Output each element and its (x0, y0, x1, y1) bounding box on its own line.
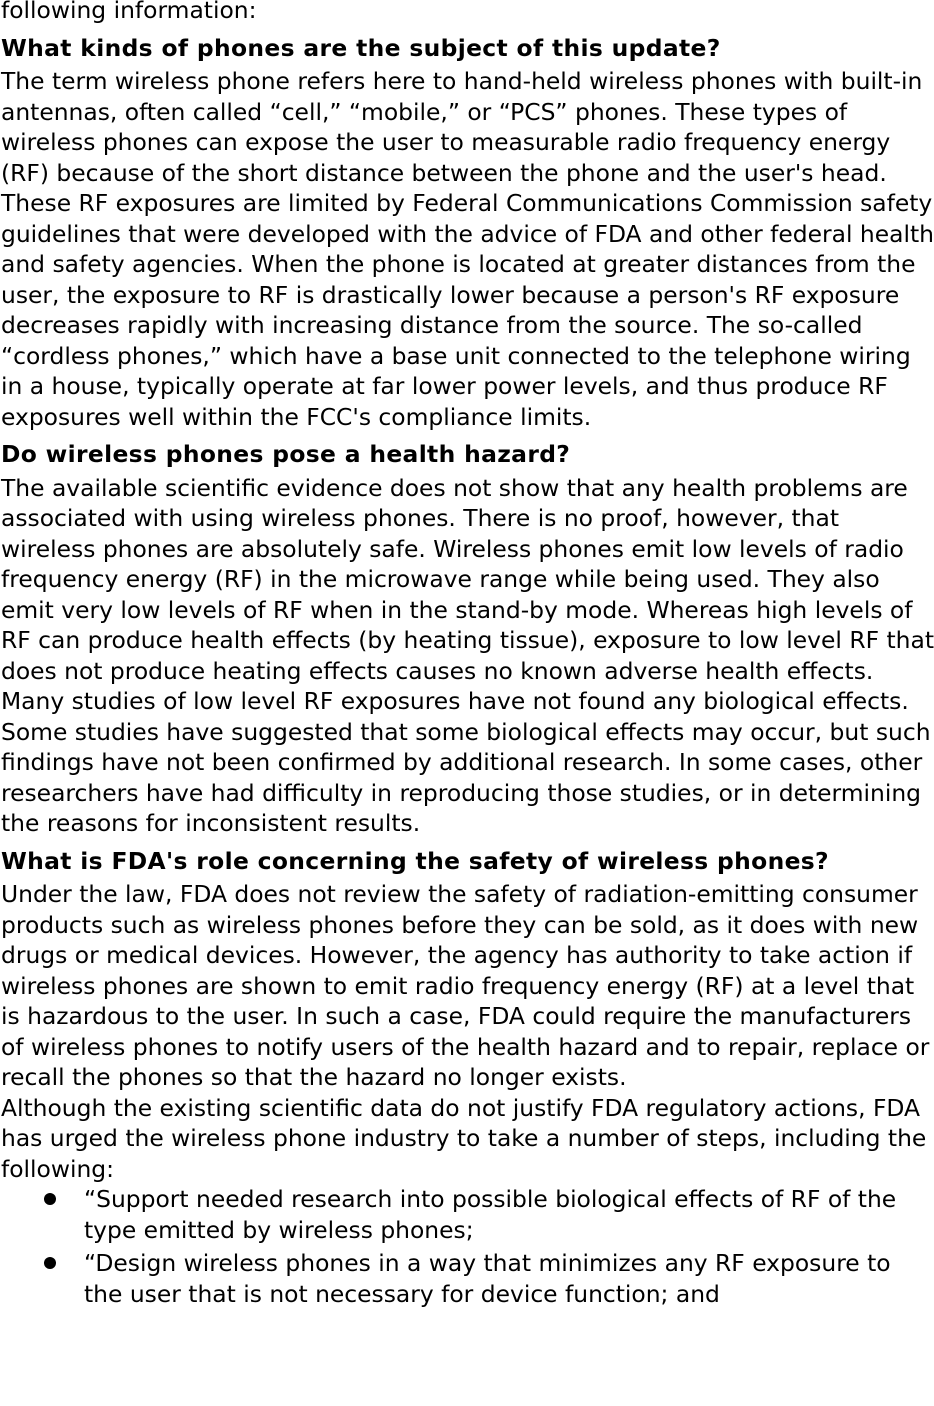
section-fda-role (1, 846, 934, 1310)
section-paragraph: Although the existing scientific data do not justify FDA regulatory actions, FDA has urged the wireless phone industry to take a number of steps, including the following: (1, 1093, 927, 1183)
section-paragraph: The term wireless phone refers here to hand-held wireless phones with built-in antennas, often called “cell,” “mobile,” or “PCS” phones. These types of wireless phones can expose the user to measurable radio frequency energy (RF) because of the short distance between the phone and the user's head. These RF exposures are limited by Federal Communications Commission safety guidelines that were developed with the advice of FDA and other federal health and safety agencies. When the phone is located at greater distances from the user, the exposure to RF is drastically lower because a person's RF exposure decreases rapidly with increasing distance from the source. The so-called “cordless phones,” which have a base unit connected to the telephone wiring in a house, typically operate at far lower power levels, and thus produce RF exposures well within the FCC's compliance limits. (1, 67, 934, 431)
list-item (1, 1248, 934, 1309)
list-item-text: “Support needed research into possible biological effects of RF of the type emitted by wireless phones; (84, 1185, 897, 1244)
section-paragraph: Under the law, FDA does not review the safety of radiation-emitting consumer products such as wireless phones before they can be sold, as it does with new drugs or medical devices. However, the agency has authority to take action if wireless phones are shown to emit radio frequency energy (RF) at a level that is hazardous to the user. In such a case, FDA could require the manufacturers of wireless phones to notify users of the health hazard and to repair, replace or recall the phones so that the hazard no longer exists. (1, 880, 930, 1091)
steps-list (1, 1184, 934, 1309)
section-heading: What is FDA's role concerning the safety of wireless phones? (1, 846, 829, 875)
bullet-icon (44, 1193, 56, 1205)
list-item (1, 1184, 934, 1245)
section-heading: What kinds of phones are the subject of this update? (1, 33, 721, 62)
list-item-text: “Design wireless phones in a way that minimizes any RF exposure to the user that is not necessary for device function; and (84, 1249, 891, 1308)
bullet-icon (44, 1257, 56, 1269)
intro-line: following information: (1, 0, 257, 24)
section-phone-types (1, 33, 934, 433)
section-heading: Do wireless phones pose a health hazard? (1, 440, 571, 468)
section-health-hazard (1, 439, 934, 839)
section-paragraph: The available scientific evidence does not show that any health problems are associated with using wireless phones. There is no proof, however, that wireless phones are absolutely safe. Wireless phones emit low levels of radio frequency energy (RF) in the microwave range while being used. They also emit very low levels of RF when in the stand-by mode. Whereas high levels of RF can produce health effects (by heating tissue), exposure to low level RF that does not produce heating effects causes no known adverse health effects. Many studies of low level RF exposures have not found any biological effects. Some studies have suggested that some biological effects may occur, but such findings have not been confirmed by additional research. In some cases, other researchers have had difficulty in reproducing those studies, or in determining the reasons for inconsistent results. (1, 473, 934, 837)
